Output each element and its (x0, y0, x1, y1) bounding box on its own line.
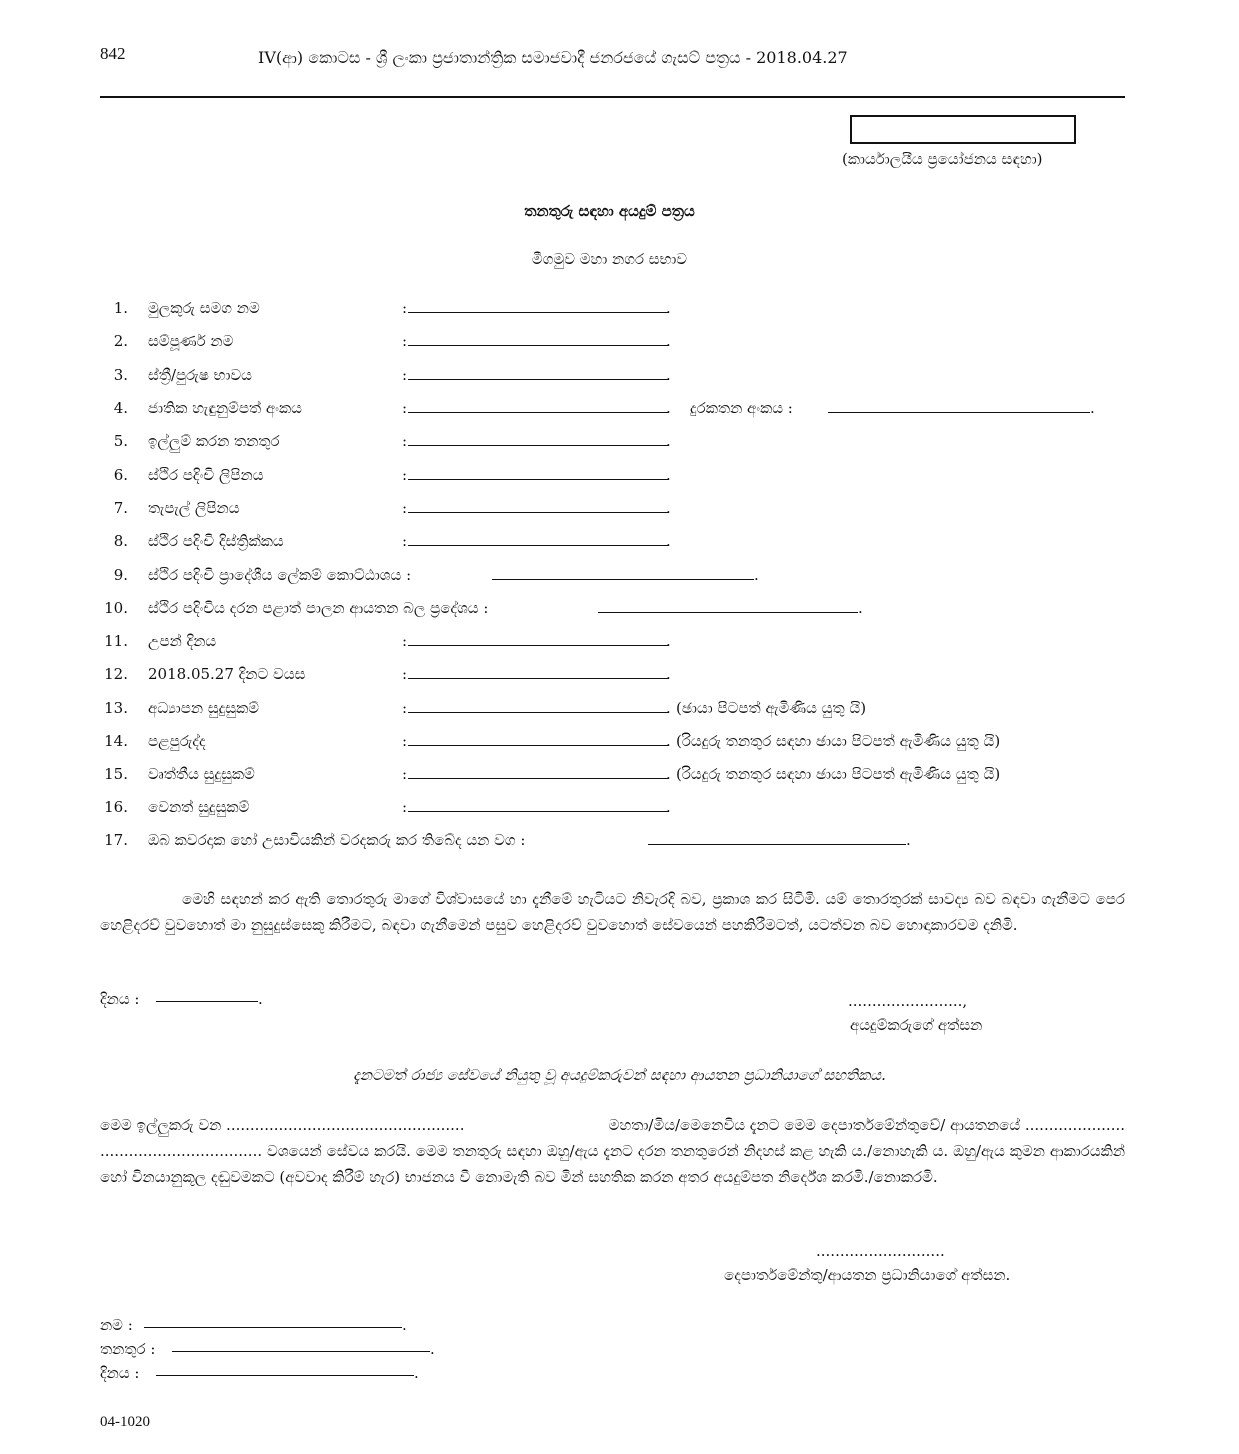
field-end-dot: . (402, 1316, 407, 1334)
form-title: තනතුරු සඳහා අයදුම් පත්‍රය (524, 202, 695, 220)
field-input-line[interactable] (492, 579, 754, 580)
field-input-line[interactable] (648, 844, 906, 845)
field-end-dot: . (666, 499, 671, 517)
field-colon: : (402, 699, 408, 717)
field-end-dot: . (666, 399, 671, 417)
field-label: ස්ථිර පදිංචි ප්‍රාදේශීය ලේකම් කොට්ඨාශය : (148, 566, 412, 584)
certificate-line-part-a: මෙම ඉල්ලුකරු වන .................................................. (100, 1116, 465, 1134)
field-end-dot: . (666, 798, 671, 816)
field-end-dot: . (666, 765, 671, 783)
field-input-line[interactable] (408, 811, 668, 812)
field-end-dot: . (906, 831, 911, 849)
field-colon: : (402, 732, 408, 750)
declaration-paragraph: මෙහි සඳහන් කර ඇති තොරතුරු මාගේ විශ්වාසයේ හා දැනීමේ හැටියට නිවැරදි බව, ප්‍රකාශ කර සිටිමි. යම් තොරතුරක් සාවද්‍ය බව බඳවා ගැනීමට පෙර හෙළිදරව් වුවහොත් මා නුසුදුස්සෙකු කිරීමට, බඳවා ගැනීමෙන් පසුව හෙළිදරව් වුවහොත් සේවයෙන් පහකිරීමටත්, යටත්වන බව හොඳාකාරවම දනිමි. (100, 890, 1125, 934)
field-end-dot: . (666, 299, 671, 317)
field-input-line[interactable] (408, 412, 668, 413)
footer-code: 04-1020 (100, 1414, 150, 1430)
phone-number-label: දුරකතන අංකය : (690, 399, 793, 417)
field-label: උපන් දිනය (148, 632, 217, 650)
field-end-dot: . (666, 332, 671, 350)
field-label: මුලකුරු සමග නම (148, 299, 260, 317)
name-input-line[interactable] (144, 1327, 402, 1328)
field-label: ස්ථිර පදිංචි දිස්ත්‍රික්කය (148, 532, 284, 550)
field-input-line[interactable] (408, 512, 668, 513)
phone-number-input-line[interactable] (828, 412, 1090, 413)
field-end-dot: . (1090, 399, 1095, 417)
post-label: තනතුර : (100, 1340, 156, 1358)
field-number: 2. (113, 332, 128, 350)
field-input-line[interactable] (408, 645, 668, 646)
applicant-signature-label: අයදුම්කරුගේ අත්සන (850, 1016, 983, 1034)
field-label: ඉල්ලුම් කරන තනතුර (148, 432, 280, 450)
field-number: 4. (113, 399, 128, 417)
field-number: 11. (104, 632, 128, 650)
field-end-dot: . (666, 366, 671, 384)
post-input-line[interactable] (172, 1351, 430, 1352)
field-label: පළපුරුද්ද (148, 732, 206, 750)
office-use-label: (කාර්යාලයීය ප්‍රයෝජනය සඳහා) (842, 150, 1043, 168)
certificate-post-row (100, 1340, 435, 1362)
field-label: ස්ත්‍රී/පුරුෂ භාවය (148, 366, 252, 384)
certificate-paragraph (100, 1112, 1125, 1190)
field-number: 12. (104, 665, 128, 683)
attachment-note: (රියදුරු තනතුර සඳහා ඡායා පිටපත් ඇමිණිය යුතු යි) (676, 765, 1001, 783)
name-label: නම : (100, 1316, 133, 1334)
date-input-line[interactable] (156, 1375, 414, 1376)
field-input-line[interactable] (408, 712, 668, 713)
field-end-dot: . (430, 1340, 435, 1358)
field-colon: : (402, 332, 408, 350)
page-number: 842 (100, 44, 126, 63)
field-label: වෙනත් සුදුසුකම් (148, 798, 250, 816)
attachment-note: (රියදුරු තනතුර සඳහා ඡායා පිටපත් ඇමිණිය යුතු යි) (676, 732, 1001, 750)
header-divider (100, 96, 1125, 98)
field-number: 17. (104, 831, 128, 849)
field-input-line[interactable] (408, 345, 668, 346)
field-label: ස්ථිර පදිංචි ලිපිනය (148, 466, 264, 484)
certificate-date-row (100, 1364, 419, 1386)
field-colon: : (402, 532, 408, 550)
field-end-dot: . (666, 532, 671, 550)
field-number: 15. (104, 765, 128, 783)
field-colon: : (402, 466, 408, 484)
gazette-header-title: IV(ආ) කොටස - ශ්‍රී ලංකා ප්‍රජාතාන්ත්‍රික සමාජවාදී ජනරජයේ ගැසට් පත්‍රය - 2018.04.27 (258, 48, 848, 67)
field-number: 6. (113, 466, 128, 484)
field-number: 10. (104, 599, 128, 617)
form-subtitle: මීගමුව මහා නගර සභාව (531, 250, 688, 268)
field-number: 9. (113, 566, 128, 584)
certificate-name-row (100, 1316, 407, 1338)
field-number: 3. (113, 366, 128, 384)
field-end-dot: . (858, 599, 863, 617)
field-input-line[interactable] (408, 445, 668, 446)
certificate-heading: දැනටමත් රාජ්‍ය සේවයේ නියුතු වූ අයදුම්කරුවන් සඳහා ආයතන ප්‍රධානියාගේ සහතිකය. (353, 1066, 886, 1084)
field-colon: : (402, 798, 408, 816)
field-label: අධ්‍යාපන සුදුසුකම් (148, 699, 260, 717)
field-number: 7. (113, 499, 128, 517)
date-input-line[interactable] (156, 1001, 258, 1002)
date-label: දිනය : (100, 1364, 140, 1382)
field-input-line[interactable] (408, 745, 668, 746)
field-colon: : (402, 765, 408, 783)
field-end-dot: . (666, 665, 671, 683)
field-colon: : (402, 665, 408, 683)
field-number: 13. (104, 699, 128, 717)
field-label: 2018.05.27 දිනට වයස (148, 665, 306, 683)
field-end-dot: . (666, 699, 671, 717)
field-input-line[interactable] (408, 312, 668, 313)
head-signature-label: දෙපාර්තමේන්තු/ආයතන ප්‍රධානියාගේ අත්සන. (724, 1266, 1011, 1284)
field-colon: : (402, 499, 408, 517)
field-label: සම්පූර්ණ නම (148, 332, 234, 350)
field-input-line[interactable] (408, 479, 668, 480)
field-number: 16. (104, 798, 128, 816)
field-number: 5. (113, 432, 128, 450)
field-label: වෘත්තීය සුදුසුකම් (148, 765, 255, 783)
field-end-dot: . (666, 632, 671, 650)
field-input-line[interactable] (598, 612, 858, 613)
field-input-line[interactable] (408, 678, 668, 679)
field-end-dot: . (666, 432, 671, 450)
certificate-body-text: .................................. වශයෙන් සේවය කරයි. මෙම තනතුරු සඳහා ඔහු/ඇය දැනට දරන තනතුරෙන් නිදහස් කළ හැකි ය./නොහැකි ය. ඔහු/ඇය කුමන ආකාරයකින් හෝ විනයානුකූල දඬුවමකට (අවවාද කිරීම් හැර) භාජනය වී නොමැති බව මින් සහතික කරන අතර අයදුම්පත නිර්දේශ කරමි./නොකරමි. (100, 1142, 1125, 1186)
field-number: 8. (113, 532, 128, 550)
attachment-note: (ඡායා පිටපත් ඇමිණිය යුතු යි) (676, 699, 867, 717)
certificate-line-part-b: මහතා/මිය/මෙනෙවිය දැනට මෙම දෙපාර්තමේන්තුවේ/ ආයතනයේ ..................... (608, 1116, 1125, 1134)
field-colon: : (402, 399, 408, 417)
field-end-dot: . (666, 466, 671, 484)
date-label: දිනය : (100, 990, 140, 1008)
field-label: ජාතික හැඳුනුම්පත් අංකය (148, 399, 302, 417)
field-end-dot: . (414, 1364, 419, 1382)
field-label: ඔබ කවරදාක හෝ උසාවියකින් වරදකරු කර තිබේද යන වග : (148, 831, 526, 849)
field-input-line[interactable] (408, 379, 668, 380)
field-colon: : (402, 299, 408, 317)
field-label: ස්ථිර පදිංචිය දරන පළාත් පාලන ආයතන බල ප්‍රදේශය : (148, 599, 489, 617)
field-colon: : (402, 366, 408, 384)
field-colon: : (402, 432, 408, 450)
field-colon: : (402, 632, 408, 650)
field-end-dot: . (754, 566, 759, 584)
field-end-dot: . (666, 732, 671, 750)
field-label: තැපැල් ලිපිනය (148, 499, 240, 517)
declaration-date-row (100, 990, 263, 1012)
field-input-line[interactable] (408, 778, 668, 779)
field-number: 14. (104, 732, 128, 750)
head-signature-dots: ........................... (816, 1242, 945, 1260)
field-number: 1. (113, 299, 128, 317)
office-use-box (850, 115, 1076, 144)
field-input-line[interactable] (408, 545, 668, 546)
applicant-signature-dots: ........................, (848, 992, 968, 1010)
field-end-dot: . (258, 990, 263, 1008)
